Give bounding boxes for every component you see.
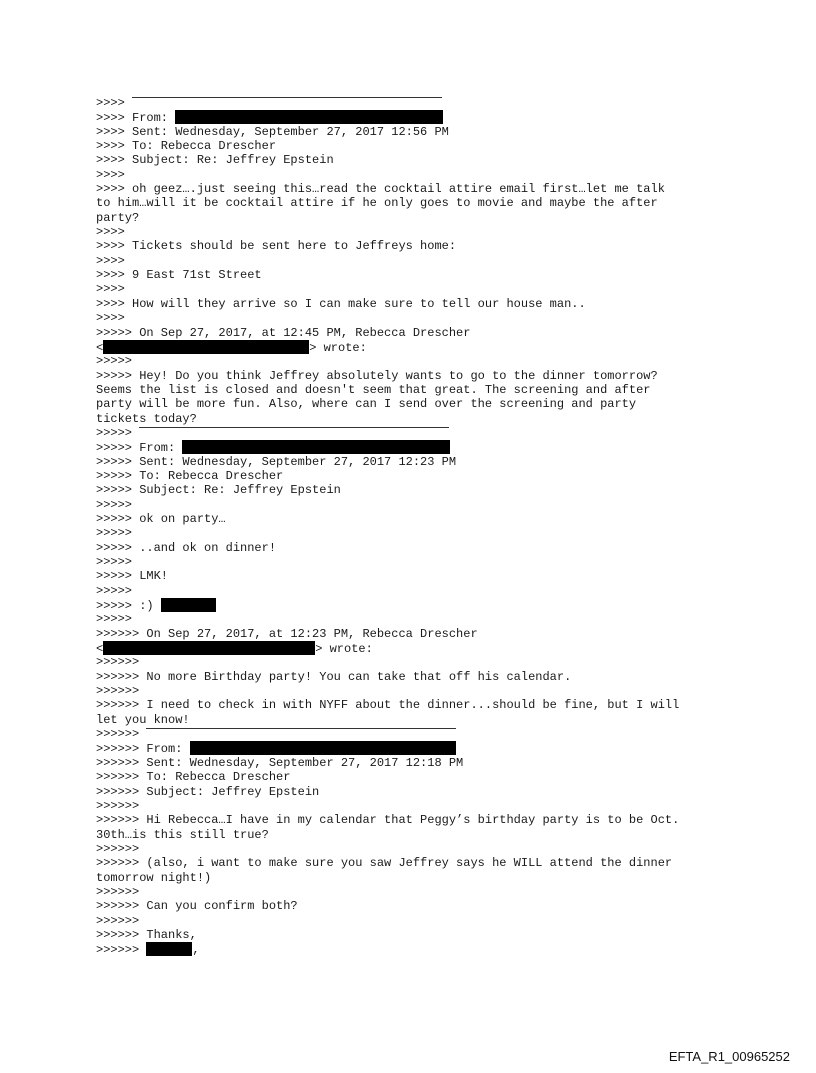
message-line: let you know!: [96, 712, 190, 727]
signature-line: >>>>>> ,: [96, 943, 200, 958]
message-line: >>>>> LMK!: [96, 569, 169, 584]
redaction-bar: [182, 440, 450, 454]
separator-rule: [146, 728, 456, 729]
sender-address-line: < > wrote:: [96, 642, 373, 657]
message-line: >>>>>> Hi Rebecca…I have in my calendar that Peggy’s birthday party is to be Oct.: [96, 813, 680, 828]
message-line: >>>>>> (also, i want to make sure you saw Jeffrey says he WILL attend the dinner: [96, 856, 673, 871]
message-line: >>>> oh geez….just seeing this…read the cocktail attire email first…let me talk: [96, 182, 665, 197]
message-line: >>>>>> Can you confirm both?: [96, 899, 298, 914]
redaction-bar: [161, 598, 216, 612]
message-line: party will be more fun. Also, where can I send over the screening and party: [96, 397, 637, 412]
quote-line: >>>>: [96, 167, 125, 182]
reply-header-line: >>>>>> On Sep 27, 2017, at 12:23 PM, Rebecca Drescher: [96, 626, 478, 641]
to-line: >>>>>> To: Rebecca Drescher: [96, 770, 291, 785]
subject-line: >>>> Subject: Re: Jeffrey Epstein: [96, 153, 334, 168]
quote-line: >>>>>: [96, 526, 133, 541]
redaction-bar: [175, 110, 443, 124]
redaction-bar: [146, 942, 192, 956]
quote-line: >>>>>>: [96, 684, 140, 699]
sent-line: >>>>>> Sent: Wednesday, September 27, 2017 12:18 PM: [96, 755, 464, 770]
quote-line: >>>>>>: [96, 841, 140, 856]
quote-line: >>>>>>: [96, 884, 140, 899]
document-id: EFTA_R1_00965252: [668, 1049, 790, 1064]
message-line: tickets today?: [96, 411, 197, 426]
to-line: >>>>> To: Rebecca Drescher: [96, 468, 284, 483]
quote-line: >>>>>: [96, 497, 133, 512]
quote-line: >>>>>>: [96, 798, 140, 813]
quote-line: >>>>>>: [96, 913, 140, 928]
quote-line: >>>>>>: [96, 655, 140, 670]
message-line: >>>> Tickets should be sent here to Jeffreys home:: [96, 239, 457, 254]
from-line: >>>>>> From:: [96, 741, 796, 755]
message-line: >>>> 9 East 71st Street: [96, 268, 262, 283]
redaction-bar: [190, 741, 456, 755]
message-line: >>>>>> Thanks,: [96, 927, 197, 942]
quote-line: >>>>>: [96, 555, 133, 569]
message-line: >>>>> Hey! Do you think Jeffrey absolutely wants to go to the dinner tomorrow?: [96, 368, 658, 383]
reply-header-line: >>>>> On Sep 27, 2017, at 12:45 PM, Rebecca Drescher: [96, 325, 471, 340]
subject-line: >>>>>> Subject: Jeffrey Epstein: [96, 784, 320, 799]
message-line: >>>>> ..and ok on dinner!: [96, 540, 277, 555]
message-line: >>>> How will they arrive so I can make sure to tell our house man..: [96, 296, 586, 311]
separator-rule: [139, 427, 449, 428]
quote-line: >>>>>: [96, 426, 796, 440]
signature-line: >>>>> :): [96, 598, 796, 612]
quote-line: >>>>: [96, 225, 125, 240]
sent-line: >>>>> Sent: Wednesday, September 27, 2017 12:23 PM: [96, 454, 457, 469]
redaction-bar: [103, 340, 309, 354]
quote-line: >>>>: [96, 253, 125, 268]
message-line: party?: [96, 210, 140, 225]
separator-rule: [132, 97, 442, 98]
sender-address-line: < > wrote:: [96, 340, 367, 355]
quote-line: >>>>: [96, 311, 125, 326]
quote-line: >>>>>>: [96, 727, 796, 741]
message-line: >>>>>> I need to check in with NYFF about the dinner...should be fine, but I will: [96, 698, 680, 713]
subject-line: >>>>> Subject: Re: Jeffrey Epstein: [96, 483, 341, 498]
from-line: >>>> From:: [96, 110, 796, 124]
quote-line: >>>>>: [96, 583, 133, 598]
to-line: >>>> To: Rebecca Drescher: [96, 139, 277, 154]
message-line: Seems the list is closed and doesn't seem that great. The screening and after: [96, 382, 651, 397]
quote-line: >>>>: [96, 282, 125, 297]
quote-line: >>>>>: [96, 612, 133, 627]
message-line: to him…will it be cocktail attire if he only goes to movie and maybe the after: [96, 196, 658, 211]
quote-line: >>>>: [96, 96, 796, 110]
redaction-bar: [103, 641, 315, 655]
message-line: tomorrow night!): [96, 870, 212, 885]
email-thread-body: [96, 96, 796, 957]
message-line: >>>>> ok on party…: [96, 511, 226, 526]
from-line: >>>>> From:: [96, 440, 796, 454]
message-line: >>>>>> No more Birthday party! You can take that off his calendar.: [96, 669, 572, 684]
sent-line: >>>> Sent: Wednesday, September 27, 2017 12:56 PM: [96, 124, 449, 139]
quote-line: >>>>>: [96, 354, 133, 369]
message-line: 30th…is this still true?: [96, 827, 269, 842]
